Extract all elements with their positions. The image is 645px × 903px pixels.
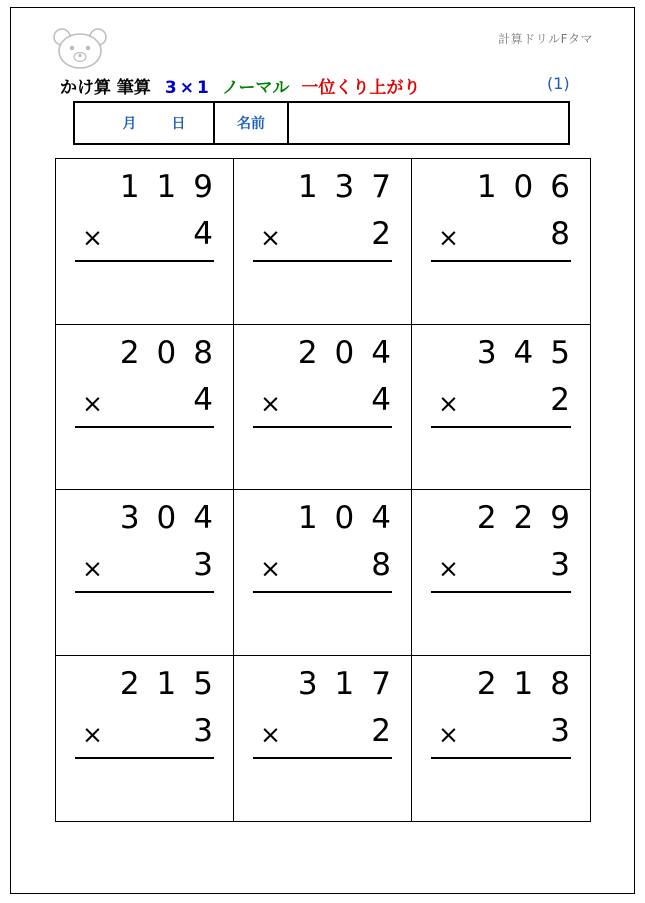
problem-cell[interactable] <box>234 490 412 656</box>
name-label-cell <box>215 103 289 143</box>
problem-cell[interactable] <box>56 656 234 822</box>
multiplier: 3 <box>550 712 570 749</box>
problem-grid <box>55 158 591 822</box>
answer-line <box>431 591 571 593</box>
multiply-sign: × <box>260 719 281 749</box>
problem-cell[interactable] <box>56 159 234 325</box>
multiply-sign: × <box>82 554 103 583</box>
name-label: 名前 <box>237 116 265 132</box>
date-name-box <box>73 101 570 145</box>
title-carry: 一位くり上がり <box>301 78 421 98</box>
problem-cell[interactable] <box>234 325 412 491</box>
problem-cell[interactable] <box>412 490 590 656</box>
problem-cell[interactable] <box>56 325 234 491</box>
answer-line <box>75 260 214 262</box>
multiplier: 2 <box>550 381 570 418</box>
multiplier: 8 <box>371 547 391 583</box>
multiplier: 3 <box>193 712 213 749</box>
multiplicand: 229 <box>476 500 587 536</box>
multiplicand: 137 <box>297 169 408 205</box>
multiplier: 2 <box>371 216 391 252</box>
multiply-sign: × <box>438 388 459 418</box>
answer-line <box>253 426 392 428</box>
multiplicand: 104 <box>297 500 408 536</box>
multiplier: 2 <box>371 712 391 749</box>
answer-line <box>75 757 214 759</box>
multiplier: 4 <box>371 381 391 418</box>
multiplier: 3 <box>193 547 213 583</box>
title-level: ノーマル <box>221 78 290 98</box>
multiplicand: 317 <box>297 665 408 702</box>
multiplicand: 119 <box>119 169 230 205</box>
answer-line <box>253 591 392 593</box>
multiply-sign: × <box>438 223 459 252</box>
sheet-number: (1) <box>547 74 570 93</box>
multiplier: 3 <box>550 547 570 583</box>
multiplicand: 208 <box>119 334 230 371</box>
multiply-sign: × <box>260 554 281 583</box>
answer-line <box>75 426 214 428</box>
multiply-sign: × <box>82 388 103 418</box>
multiply-sign: × <box>438 719 459 749</box>
day-label: 日 <box>171 116 186 132</box>
multiplier: 4 <box>193 216 213 252</box>
worksheet-title <box>60 73 420 98</box>
multiplicand: 215 <box>119 665 230 702</box>
title-main: かけ算 筆算 <box>60 78 151 98</box>
problem-cell[interactable] <box>56 490 234 656</box>
title-kind: 3×1 <box>164 78 212 98</box>
multiplicand: 106 <box>476 169 587 205</box>
answer-line <box>431 426 571 428</box>
name-field[interactable] <box>289 103 568 143</box>
answer-line <box>75 591 214 593</box>
multiply-sign: × <box>438 554 459 583</box>
multiply-sign: × <box>82 719 103 749</box>
multiplicand: 204 <box>297 334 408 371</box>
problem-cell[interactable] <box>412 159 590 325</box>
problem-cell[interactable] <box>234 656 412 822</box>
bear-logo-icon <box>52 27 108 71</box>
date-cell[interactable] <box>75 103 215 143</box>
problem-cell[interactable] <box>234 159 412 325</box>
multiply-sign: × <box>82 223 103 252</box>
brand-label: 計算ドリルFタマ <box>498 32 593 46</box>
answer-line <box>253 757 392 759</box>
multiplicand: 218 <box>476 665 587 702</box>
multiplicand: 304 <box>119 500 230 536</box>
problem-cell[interactable] <box>412 656 590 822</box>
multiplier: 4 <box>193 381 213 418</box>
problem-cell[interactable] <box>412 325 590 491</box>
answer-line <box>253 260 392 262</box>
answer-line <box>431 757 571 759</box>
multiplicand: 345 <box>476 334 587 371</box>
month-label: 月 <box>122 116 137 132</box>
multiply-sign: × <box>260 388 281 418</box>
answer-line <box>431 260 571 262</box>
multiplier: 8 <box>550 216 570 252</box>
multiply-sign: × <box>260 223 281 252</box>
